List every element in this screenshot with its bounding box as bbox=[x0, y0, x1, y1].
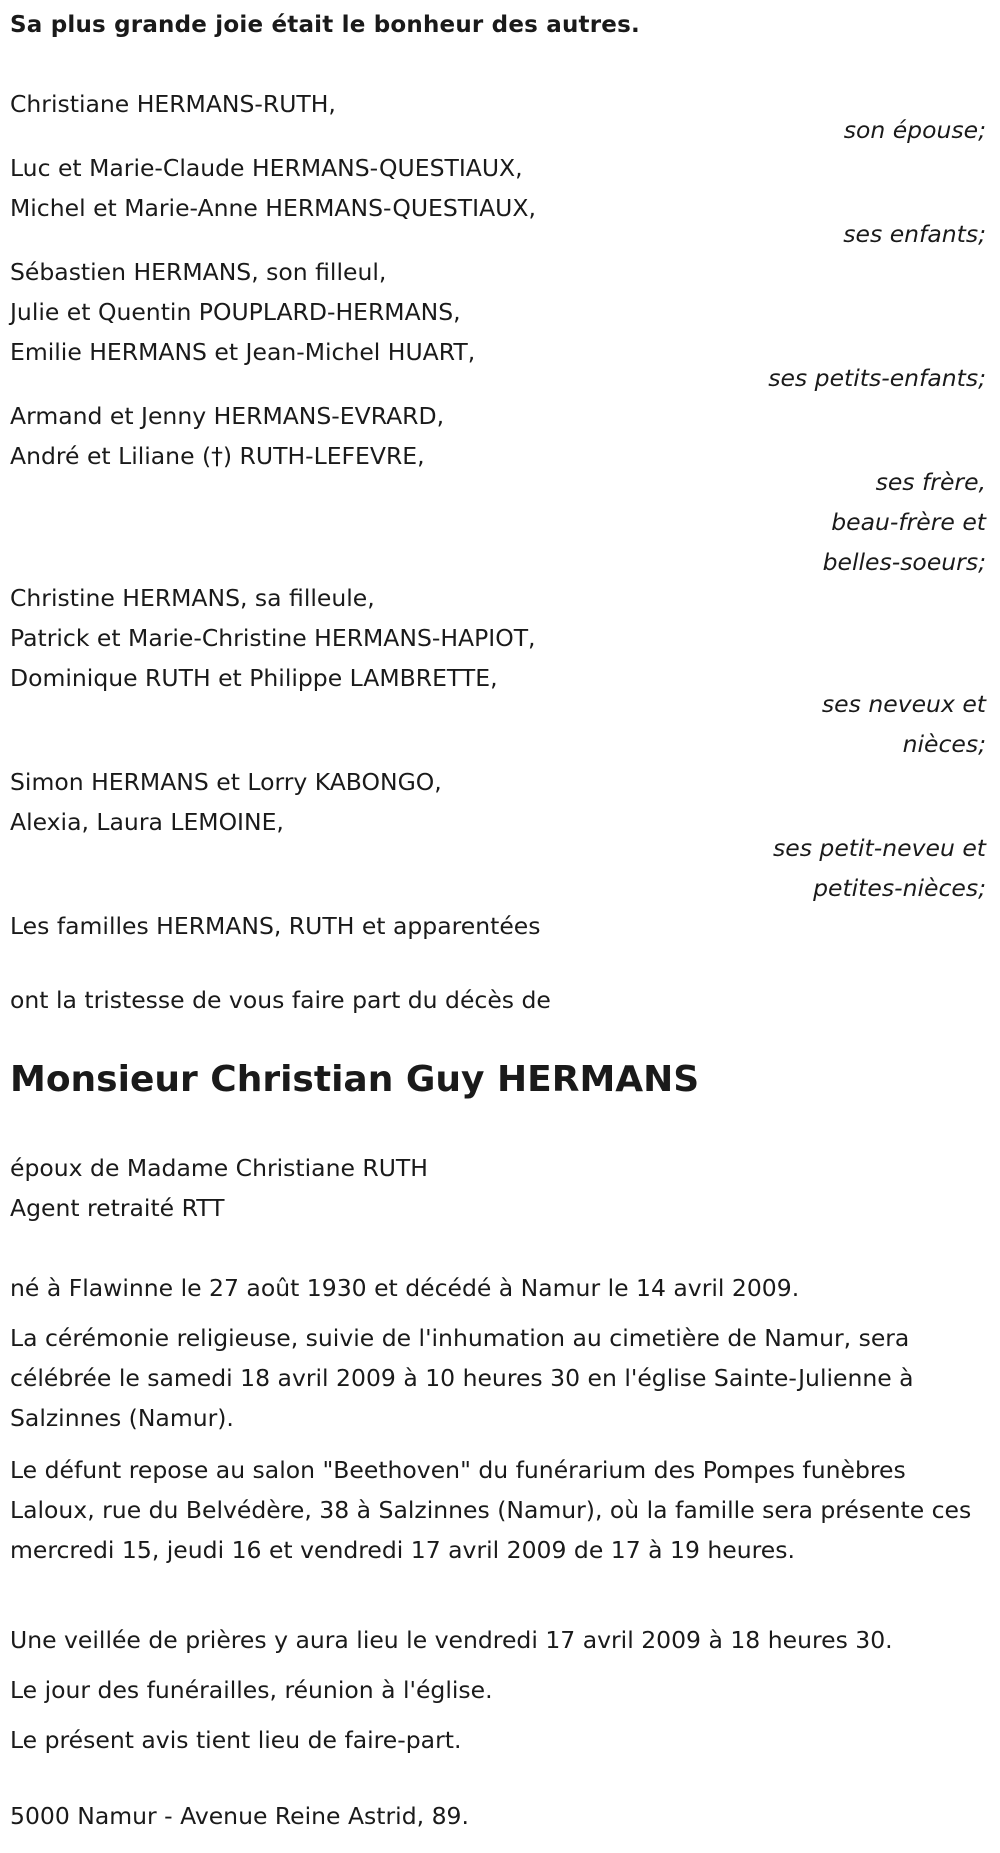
motto: Sa plus grande joie était le bonheur des autres. bbox=[10, 12, 640, 38]
spouse-role bbox=[566, 110, 986, 150]
child-name: Luc et Marie-Claude HERMANS-QUESTIAUX, bbox=[10, 154, 523, 182]
grandchild-name: Sébastien HERMANS, son filleul, bbox=[10, 258, 387, 286]
ceremony-paragraph: La cérémonie religieuse, suivie de l'inhumation au cimetière de Namur, sera célébrée le samedi 18 avril 2009 à 10 heures 30 en l'église Sainte-Julienne à Salzinnes (Namur). bbox=[10, 1324, 914, 1432]
deceased-spouse-line: époux de Madame Christiane RUTH bbox=[10, 1154, 428, 1182]
sibling-name: Armand et Jenny HERMANS-EVRARD, bbox=[10, 402, 445, 430]
notice-paragraph: Le présent avis tient lieu de faire-part. bbox=[10, 1726, 462, 1754]
announcement: ont la tristesse de vous faire part du décès de bbox=[10, 986, 551, 1014]
role-line: ses petit-neveu et bbox=[773, 834, 986, 862]
grand-nephew-name: Simon HERMANS et Lorry KABONGO, bbox=[10, 768, 442, 796]
funeral-day-paragraph: Le jour des funérailles, réunion à l'église. bbox=[10, 1676, 493, 1704]
role-line: ses frère, bbox=[875, 468, 986, 496]
families-line: Les familles HERMANS, RUTH et apparentées bbox=[10, 912, 541, 940]
grand-nephew-name: Alexia, Laura LEMOINE, bbox=[10, 808, 284, 836]
role-line: son épouse; bbox=[843, 116, 986, 144]
grandchild-name: Julie et Quentin POUPLARD-HERMANS, bbox=[10, 298, 461, 326]
sibling-name: André et Liliane (†) RUTH-LEFEVRE, bbox=[10, 442, 425, 470]
vigil-paragraph: Une veillée de prières y aura lieu le vendredi 17 avril 2009 à 18 heures 30. bbox=[10, 1626, 893, 1654]
role-line: belles-soeurs; bbox=[822, 548, 986, 576]
spouse-name: Christiane HERMANS-RUTH, bbox=[10, 90, 336, 118]
nephew-name: Christine HERMANS, sa filleule, bbox=[10, 584, 375, 612]
nephews-role bbox=[566, 684, 986, 764]
siblings-role bbox=[566, 462, 986, 582]
deceased-occupation: Agent retraité RTT bbox=[10, 1194, 225, 1222]
grandchild-name: Emilie HERMANS et Jean-Michel HUART, bbox=[10, 338, 476, 366]
address: 5000 Namur - Avenue Reine Astrid, 89. bbox=[10, 1802, 469, 1830]
role-line: beau-frère et bbox=[831, 508, 986, 536]
role-line: nièces; bbox=[902, 730, 986, 758]
role-line: ses enfants; bbox=[843, 220, 986, 248]
birth-death-paragraph: né à Flawinne le 27 août 1930 et décédé à Namur le 14 avril 2009. bbox=[10, 1274, 800, 1302]
nephew-name: Patrick et Marie-Christine HERMANS-HAPIOT, bbox=[10, 624, 536, 652]
grandchildren-role bbox=[566, 358, 986, 398]
deceased-name: Monsieur Christian Guy HERMANS bbox=[10, 1059, 700, 1100]
child-name: Michel et Marie-Anne HERMANS-QUESTIAUX, bbox=[10, 194, 536, 222]
role-line: petites-nièces; bbox=[813, 874, 986, 902]
funerarium-paragraph: Le défunt repose au salon "Beethoven" du funérarium des Pompes funèbres Laloux, rue du Belvédère, 38 à Salzinnes (Namur), où la famille sera présente ces mercredi 15, jeudi 16 et vendredi 17 avril 2009 de 17 à 19 heures. bbox=[10, 1456, 972, 1564]
children-role bbox=[566, 214, 986, 254]
nephew-name: Dominique RUTH et Philippe LAMBRETTE, bbox=[10, 664, 498, 692]
role-line: ses neveux et bbox=[821, 690, 986, 718]
role-line: ses petits-enfants; bbox=[768, 364, 986, 392]
grand-nephews-role bbox=[566, 828, 986, 908]
